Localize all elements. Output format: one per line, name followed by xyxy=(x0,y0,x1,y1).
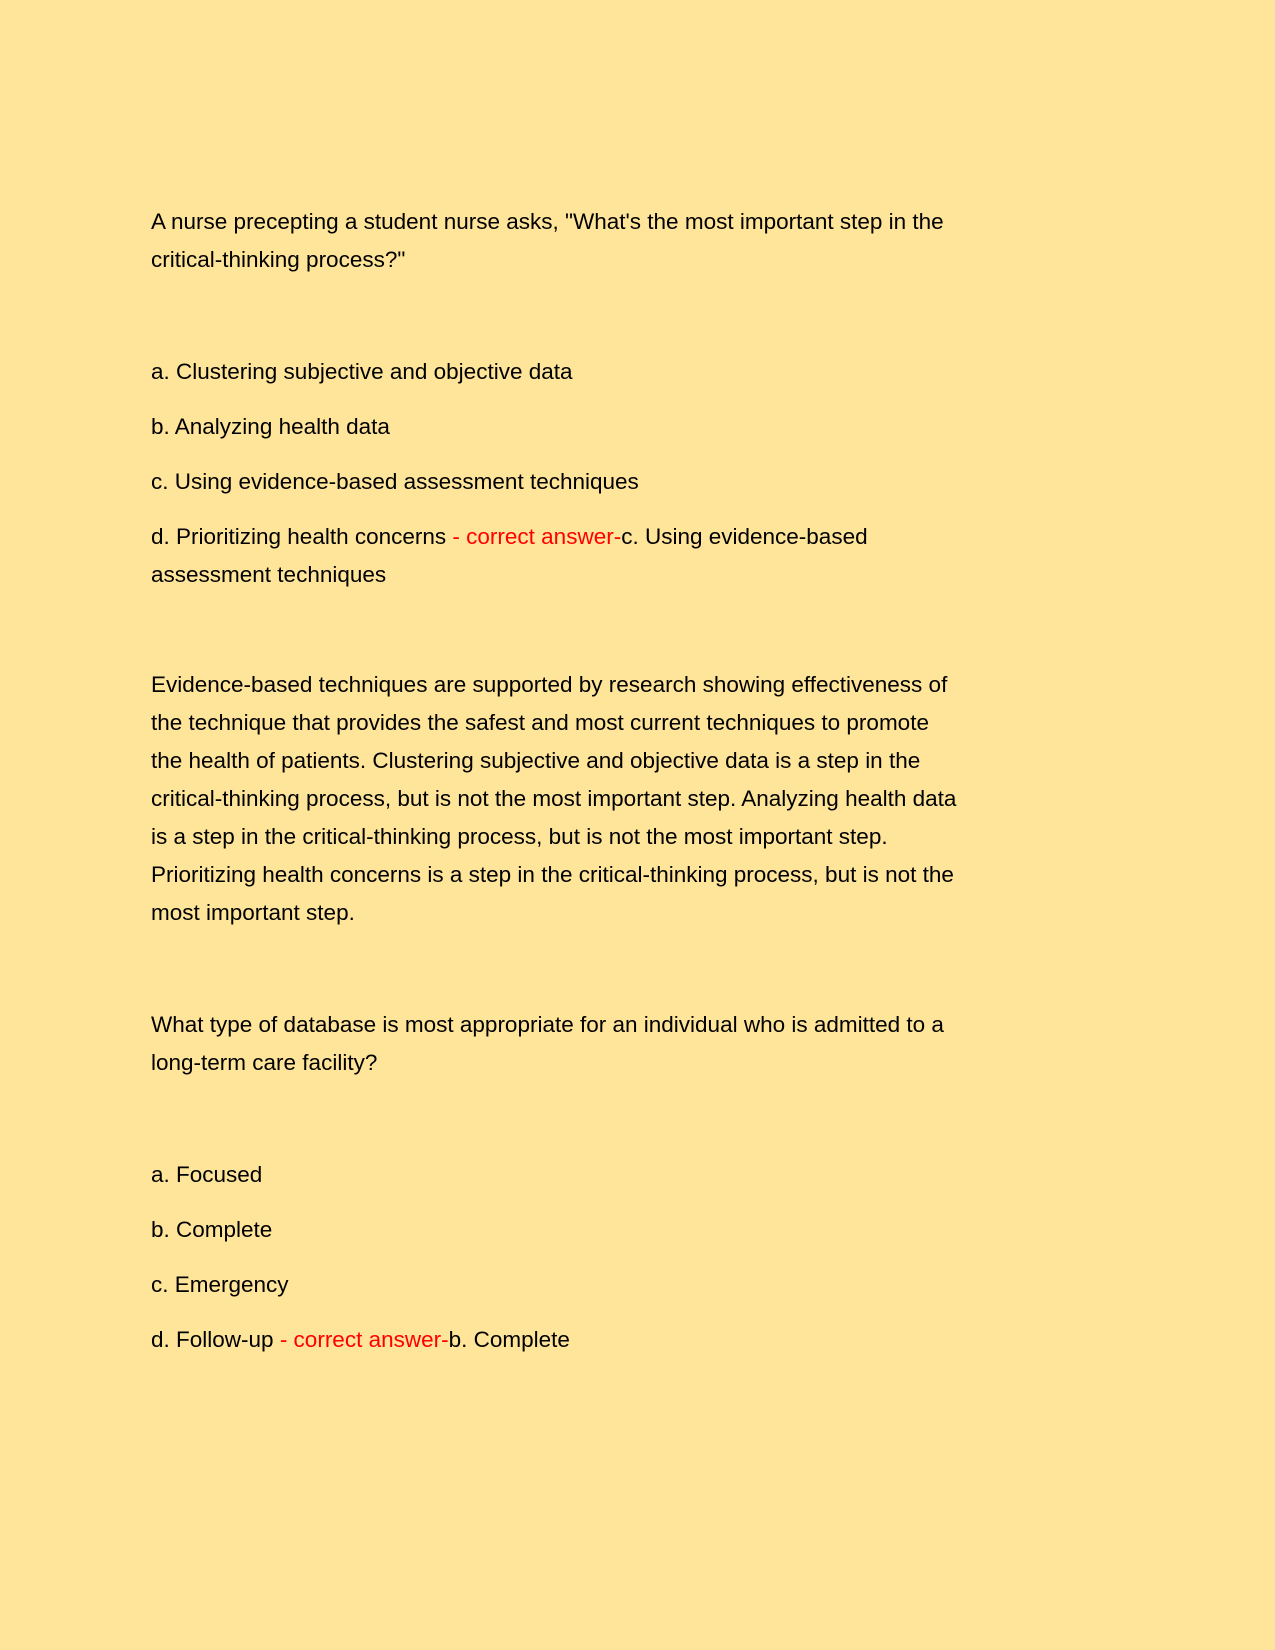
option-a: a. Focused xyxy=(151,1162,263,1187)
correct-answer: b. Complete xyxy=(448,1327,570,1352)
correct-answer-marker: - correct answer- xyxy=(273,1327,449,1352)
option-d-with-answer xyxy=(151,518,868,556)
explanation-line: Evidence-based techniques are supported by research showing effectiveness of xyxy=(151,672,948,697)
explanation-line: Prioritizing health concerns is a step in the critical-thinking process, but is not the xyxy=(151,862,954,887)
explanation-line: the health of patients. Clustering subjective and objective data is a step in the xyxy=(151,748,921,773)
option-d: d. Follow-up xyxy=(151,1327,274,1352)
option-d: d. Prioritizing health concerns xyxy=(151,524,447,549)
correct-answer-continued: assessment techniques xyxy=(151,562,387,587)
option-b: b. Analyzing health data xyxy=(151,414,390,439)
question-text: critical-thinking process?" xyxy=(151,247,406,272)
option-c: c. Using evidence-based assessment techniques xyxy=(151,469,639,494)
question-text: A nurse precepting a student nurse asks, "What's the most important step in the xyxy=(151,209,944,234)
correct-answer-marker: - correct answer- xyxy=(446,524,622,549)
correct-answer: c. Using evidence-based xyxy=(621,524,868,549)
option-c: c. Emergency xyxy=(151,1272,289,1297)
question-text: What type of database is most appropriate for an individual who is admitted to a xyxy=(151,1012,944,1037)
option-b: b. Complete xyxy=(151,1217,273,1242)
option-a: a. Clustering subjective and objective data xyxy=(151,359,573,384)
explanation-line: critical-thinking process, but is not the most important step. Analyzing health data xyxy=(151,786,957,811)
option-d-with-answer xyxy=(151,1321,570,1359)
explanation-line: most important step. xyxy=(151,900,355,925)
explanation-line: is a step in the critical-thinking process, but is not the most important step. xyxy=(151,824,888,849)
explanation-line: the technique that provides the safest and most current techniques to promote xyxy=(151,710,929,735)
question-text: long-term care facility? xyxy=(151,1050,378,1075)
